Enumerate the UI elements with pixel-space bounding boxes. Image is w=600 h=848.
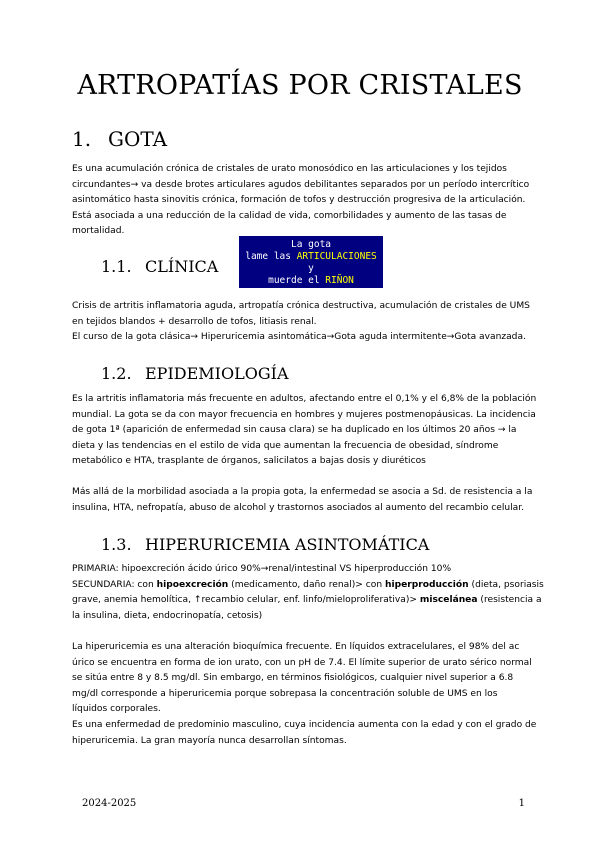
text-line: Es una enfermedad de predominio masculino, cuya incidencia aumenta con la edad y con el grado de	[72, 719, 537, 730]
text-line: Más allá de la morbilidad asociada a la propia gota, la enfermedad se asocia a Sd. de resistencia a la	[72, 487, 533, 497]
footer-page-number: 1	[518, 798, 525, 809]
subsection-number: 1.3.	[101, 535, 132, 554]
text-line: asintomático hasta sinovitis crónica, formación de tofos y destrucción progresiva de la articulación.	[72, 195, 526, 206]
text-line: insulina, HTA, nefropatía, abuso de alcohol y trastornos asociados al aumento del recambio celular.	[72, 502, 524, 513]
text-fragment: SECUNDARIA: con	[72, 579, 157, 590]
text-line: metabólico e HTA, trasplante de órganos, salicilatos a bajas dosis y diuréticos	[72, 456, 426, 467]
text-line	[72, 593, 542, 609]
banner-highlight: ARTICULACIONES	[296, 251, 377, 262]
text-line: mortalidad.	[72, 226, 125, 237]
subsection-title: HIPERURICEMIA ASINTOMÁTICA	[145, 535, 430, 554]
banner-line	[239, 275, 383, 287]
text-line: úrico se encuentra en forma de ion urato, con un pH de 7.4. El límite superior de urato sérico normal	[72, 657, 532, 668]
paragraph-epidemiologia-2	[72, 485, 532, 516]
text-line: en tejidos blandos + desarrollo de tofos, litiasis renal.	[72, 316, 317, 327]
footer-year: 2024-2025	[82, 798, 137, 809]
paragraph-hiperuricemia-definicion	[72, 640, 537, 749]
text-fragment: grave, anemia hemolítica, ↑recambio celular, enf. linfo/mieloproliferativa)>	[72, 595, 420, 606]
paragraph-gota-definition	[72, 162, 532, 240]
banner-highlight: RIÑON	[325, 275, 354, 286]
text-line: Crisis de artritis inflamatoria aguda, artropatía crónica destructiva, acumulación de cristales de UMS	[72, 301, 530, 311]
text-line: circundantes→ va desde brotes articulares agudos debilitantes separados por un período intercrítico	[72, 179, 530, 190]
banner-text: lame las	[245, 251, 297, 262]
text-fragment: (medicamento, daño renal)> con	[228, 579, 386, 590]
subsection-title: EPIDEMIOLOGÍA	[145, 364, 289, 383]
text-line: Es la artritis inflamatoria más frecuente en adultos, afectando entre el 0,1% y el 6,8% de la población	[72, 394, 537, 404]
paragraph-hiperuricemia-tipos	[72, 562, 544, 624]
text-line: hiperuricemia. La gran mayoría nunca desarrollan síntomas.	[72, 735, 347, 746]
text-line: El curso de la gota clásica→ Hiperuricemia asintomática→Gota aguda intermitente→Gota avanzada.	[72, 332, 526, 343]
bold-term-hipoexcrecion: hipoexcreción	[156, 579, 229, 590]
subsection-heading-epidemiologia	[101, 364, 289, 383]
section-heading-gota	[72, 127, 167, 151]
banner-line: La gota	[290, 239, 332, 250]
bold-term-miscelanea: miscelánea	[419, 595, 478, 606]
text-line: La hiperuricemia es una alteración bioquímica frecuente. En líquidos extracelulares, el 98% del ac	[72, 642, 520, 652]
subsection-heading-clinica	[101, 257, 218, 276]
text-line-primaria: PRIMARIA: hipoexcreción ácido úrico 90%→renal/intestinal VS hiperproducción 10%	[72, 564, 452, 574]
subsection-heading-hiperuricemia	[101, 535, 429, 554]
text-line: Está asociada a una reducción de la calidad de vida, comorbilidades y aumento de las tasas de	[72, 210, 507, 221]
text-line: dieta y las tendencias en el estilo de vida que aumentan la frecuencia de obesidad, síndrome	[72, 440, 499, 451]
paragraph-clinica	[72, 299, 532, 346]
mnemonic-banner	[239, 236, 383, 288]
text-line: mg/dl corresponde a hiperuricemia porque sobrepasa la concentración soluble de UMS en los	[72, 688, 498, 699]
subsection-number: 1.1.	[101, 257, 132, 276]
text-line-secundaria	[72, 578, 544, 594]
page-title: ARTROPATÍAS POR CRISTALES	[77, 70, 523, 101]
bold-term-hiperproduccion: hiperproducción	[385, 579, 469, 590]
subsection-title: CLÍNICA	[145, 257, 219, 276]
text-fragment: (resistencia a	[477, 595, 542, 606]
banner-text: muerde el	[268, 275, 326, 286]
text-line: la insulina, dieta, endocrinopatía, cetosis)	[72, 610, 263, 621]
section-title: GOTA	[108, 127, 168, 151]
text-fragment: (dieta, psoriasis	[468, 579, 544, 590]
paragraph-epidemiologia-1	[72, 392, 537, 470]
section-number: 1.	[72, 127, 92, 151]
subsection-number: 1.2.	[101, 364, 132, 383]
text-line: líquidos corporales.	[72, 704, 161, 715]
text-line: se sitúa entre 8 y 8.5 mg/dl. Sin embargo, en términos fisiológicos, cualquier nivel superior a 6.8	[72, 673, 514, 684]
text-line: mundial. La gota se da con mayor frecuencia en hombres y mujeres postmenopáusicas. La incidencia	[72, 409, 536, 420]
banner-line: y	[308, 263, 314, 274]
banner-line	[239, 251, 383, 263]
text-line: de gota 1ª (aparición de enfermedad sin causa clara) se ha duplicado en los últimos 20 años → la	[72, 425, 517, 436]
text-line: Es una acumulación crónica de cristales de urato monosódico en las articulaciones y los tejidos	[72, 164, 507, 174]
